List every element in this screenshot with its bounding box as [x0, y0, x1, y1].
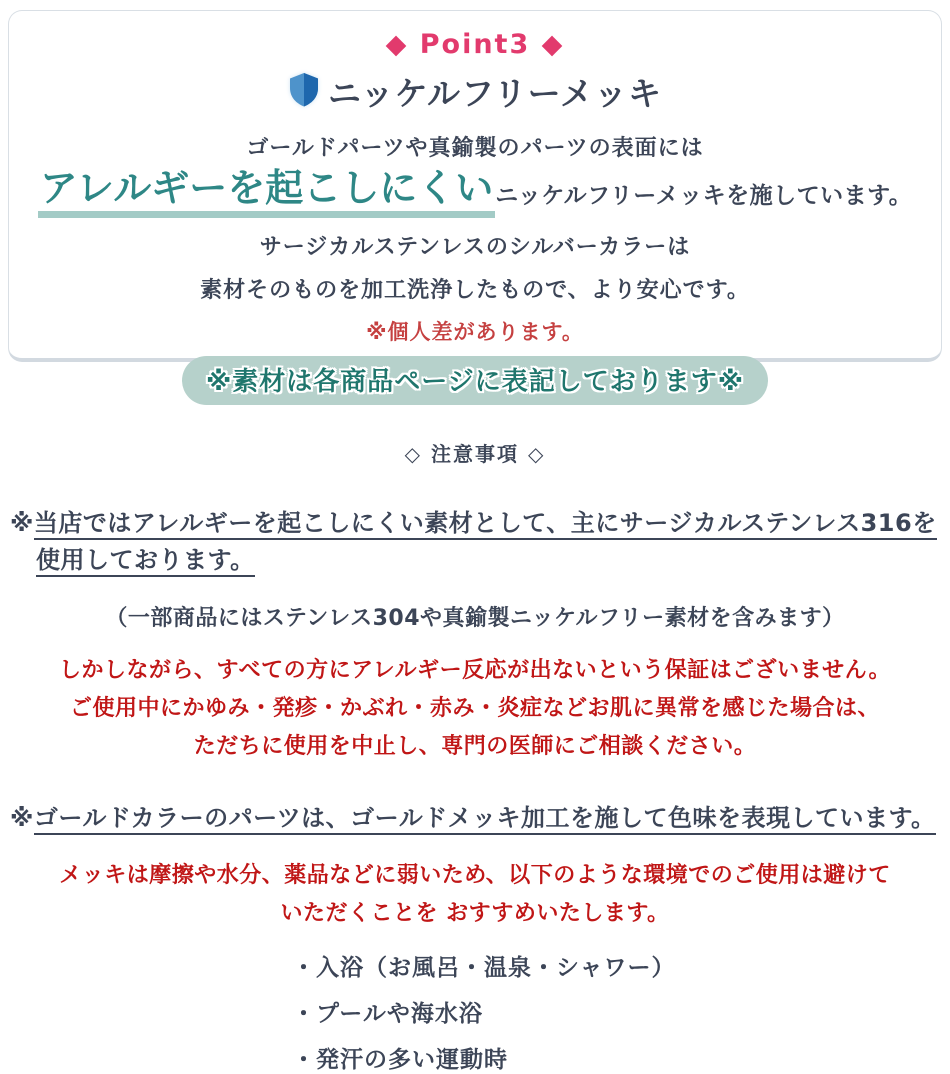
card-title-row [9, 68, 941, 115]
list-item: ・プールや海水浴 [292, 1000, 483, 1027]
allergy-highlight-suffix: ニッケルフリーメッキを施しています。 [495, 182, 913, 209]
notice-paragraph-1-line-2: 使用しております。 [10, 542, 950, 579]
asterisk-marker: ※ [10, 803, 34, 832]
material-badge: ※素材は各商品ページに表記しております※ [182, 356, 768, 405]
body-line-1: サージカルステンレスのシルバーカラーは [259, 234, 691, 260]
allergy-warning-line-3: ただちに使用を中止し、専門の医師にご相談ください。 [193, 734, 757, 760]
individual-difference-note: ※個人差があります。 [366, 319, 584, 344]
plating-warning-line-1: メッキは摩擦や水分、薬品などに弱いため、以下のような環境でのご使用は避けて [59, 863, 891, 889]
intro-line: ゴールドパーツや真鍮製のパーツの表面には [246, 136, 704, 161]
list-item: ・発汗の多い運動時 [292, 1046, 508, 1073]
allergy-highlight-text: アレルギーを起こしにくい [38, 168, 496, 218]
list-item: ・入浴（お風呂・温泉・シャワー） [292, 954, 676, 981]
allergy-highlight-row [9, 168, 941, 218]
allergy-warning-line-2: ご使用中にかゆみ・発疹・かぶれ・赤み・炎症などお肌に異常を感じた場合は、 [69, 696, 880, 722]
avoid-environment-list [292, 949, 950, 1074]
notice-paragraph-2: ※ゴールドカラーのパーツは、ゴールドメッキ加工を施して色味を表現しています。 [0, 800, 950, 837]
plating-warning-line-2: いただくことを おすすめいたします。 [280, 900, 670, 926]
asterisk-marker: ※ [10, 509, 34, 537]
point3-card [8, 10, 942, 397]
shield-icon [288, 72, 320, 112]
notice-heading: ◇ 注意事項 ◇ [404, 442, 546, 466]
notice-paragraph-1-line-1: ※当店ではアレルギーを起こしにくい素材として、主にサージカルステンレス316を [10, 505, 950, 542]
plating-warning [0, 857, 950, 933]
point3-label: ◆ Point3 ◆ [385, 29, 565, 60]
body-line-2: 素材そのものを加工洗浄したもので、より安心です。 [200, 277, 750, 303]
allergy-warning [0, 652, 950, 765]
parenthetical-note: （一部商品にはステンレス304や真鍮製ニッケルフリー素材を含みます） [105, 606, 845, 632]
card-title: ニッケルフリーメッキ [327, 74, 663, 113]
allergy-warning-line-1: しかしながら、すべての方にアレルギー反応が出ないという保証はございません。 [59, 658, 891, 684]
notice-paragraph-1 [0, 505, 950, 579]
